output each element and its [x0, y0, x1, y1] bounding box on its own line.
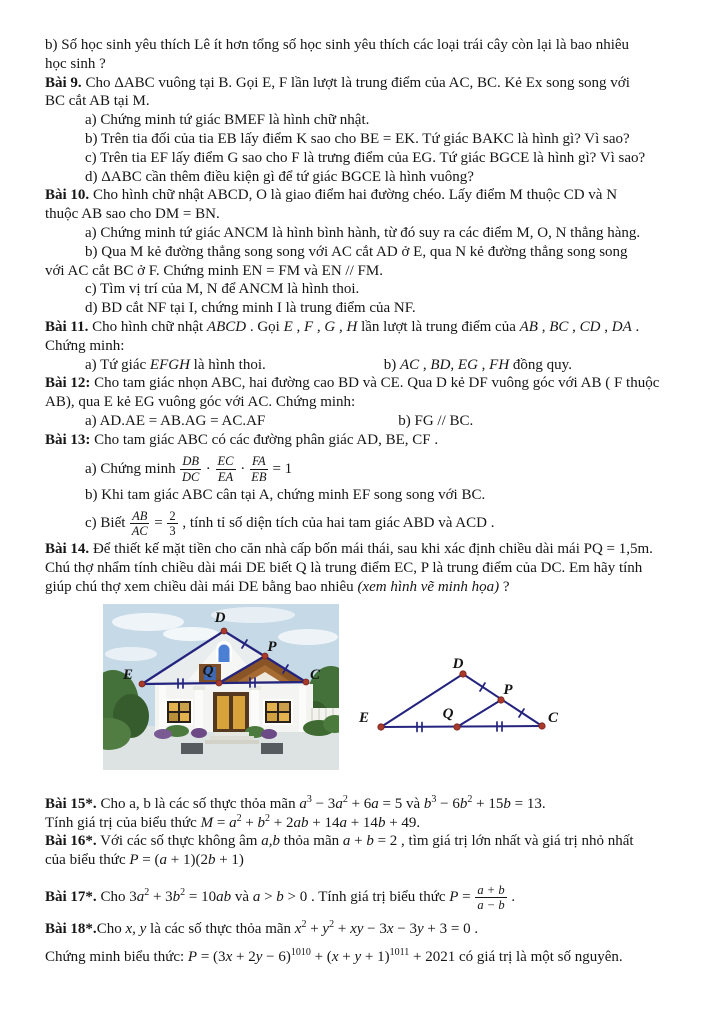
vertex-label-P: P [503, 681, 513, 698]
figure-row [45, 604, 684, 775]
arched-window [219, 644, 230, 662]
house-figure-wrap [103, 604, 339, 775]
text-line: Bài 15*. Cho a, b là các số thực thỏa mãn $a^3 - 3a^2 + 6a = 5$ và $b^3 - 6b^2 + 15b = 13$. [45, 793, 546, 812]
text-line: b) Trên tia đối của tia EB lấy điểm K sao cho BE = EK. Tứ giác BAKC là hình gì? Vì sao? [85, 130, 630, 147]
text-line: a) Chứng minh tứ giác ANCM là hình bình hành, từ đó suy ra các điểm M, O, N thẳng hàng. [85, 224, 641, 241]
window-right [263, 699, 293, 725]
vertex-dot-C [303, 679, 309, 685]
triangle-figure-wrap [351, 654, 571, 754]
vertex-label-C: C [309, 666, 321, 683]
text-line: giúp chú thợ xem chiều dài mái DE bằng bao nhiêu (xem hình vẽ minh họa) ? [45, 578, 510, 595]
vertex-label-P: P [267, 638, 277, 655]
vertex-label-D: D [452, 655, 464, 672]
triangle-diagram [351, 654, 571, 749]
text-line: d) BD cắt NF tại I, chứng minh I là trung điểm của NF. [85, 300, 416, 317]
document-text-bottom [45, 795, 684, 967]
text-line: b) Khi tam giác ABC cân tại A, chứng minh EF song song với BC. [85, 486, 486, 503]
edge-EC [381, 726, 542, 727]
text-line: a) Tứ giác EFGH là hình thoi. b) AC , BD, EG , FH đồng quy. [85, 356, 572, 373]
front-door [213, 692, 249, 732]
document-text-top [45, 36, 684, 597]
vertex-label-Q: Q [202, 662, 214, 679]
vertex-label-E: E [122, 666, 134, 683]
vertex-dot-Q [216, 680, 222, 686]
house-photo [103, 604, 339, 770]
text-line: c) Trên tia EF lấy điểm G sao cho F là trưng điểm của EG. Tứ giác BGCE là hình gì? Vì sao? [85, 149, 646, 166]
vertex-dot-C [539, 723, 545, 729]
text-line: c) Biết $\frac{AB}{AC}$ = $\frac{2}{3}$ , tính tỉ số diện tích của hai tam giác ABD và ACD . [85, 509, 495, 539]
text-line: Chứng minh: [45, 337, 125, 354]
text-line: Bài 12: Cho tam giác nhọn ABC, hai đường cao BD và CE. Qua D kẻ DF vuông góc với AB ( F thuộc [45, 375, 660, 392]
text-line: của biểu thức P = (a + 1)(2b + 1) [45, 852, 244, 869]
text-line: Bài 10. Cho hình chữ nhật ABCD, O là giao điểm hai đường chéo. Lấy điểm M thuộc CD và N [45, 187, 618, 204]
window-left [165, 699, 193, 725]
text-line: d) ΔABC cần thêm điều kiện gì để tứ giác BGCE là hình vuông? [85, 168, 474, 185]
text-line: Bài 16*. Với các số thực không âm a,b thỏa mãn a + b = 2 , tìm giá trị lớn nhất và giá trị nhỏ nhất [45, 833, 634, 850]
text-line: Bài 13: Cho tam giác ABC có các đường phân giác AD, BE, CF . [45, 431, 439, 448]
text-line: học sinh ? [45, 55, 106, 72]
text-line: Bài 11. Cho hình chữ nhật ABCD . Gọi E , F , G , H lần lượt là trung điểm của AB , BC , CD , DA . [45, 318, 640, 335]
vertex-label-D: D [214, 609, 226, 626]
text-line: a) Chứng minh $\frac{DB}{DC}$ · $\frac{EC}{EA}$ · $\frac{FA}{EB}$ = 1 [85, 454, 293, 484]
vertex-label-E: E [358, 709, 370, 726]
text-line: thuộc AB sao cho DM = BN. [45, 206, 220, 223]
text-line: a) Chứng minh tứ giác BMEF là hình chữ nhật. [85, 112, 370, 129]
text-line: AB), qua E kẻ EG vuông góc với AC. Chứng minh: [45, 394, 356, 411]
text-line: với AC cắt BC ở F. Chứng minh EN = FM và EN // FM. [45, 262, 383, 279]
text-line: Bài 17*. Cho $3a^2 + 3b^2 = 10ab$ và a > b > 0 . Tính giá trị biểu thức P = $\frac{a + b}{a - b}$ . [45, 882, 516, 912]
edge-QP [457, 700, 501, 727]
text-line: Bài 9. Cho ΔABC vuông tại B. Gọi E, F lần lượt là trung điểm của AC, BC. Kẻ Ex song song với [45, 74, 630, 91]
text-line: Tính giá trị của biểu thức $M = a^2 + b^2 + 2ab + 14a + 14b + 49$. [45, 812, 421, 831]
vertex-dot-E [139, 681, 145, 687]
text-line: b) Qua M kẻ đường thẳng song song với AC cắt AD ở E, qua N kẻ đường thẳng song song [85, 243, 628, 260]
text-line: Chú thợ nhẩm tính chiều dài mái DE biết Q là trung điểm EC, P là trung điểm của DC. Em hãy tính [45, 560, 643, 577]
text-line: BC cắt AB tại M. [45, 93, 150, 110]
vertex-label-C: C [547, 709, 559, 726]
vertex-label-Q: Q [442, 705, 454, 722]
text-line: a) AD.AE = AB.AG = AC.AF b) FG // BC. [85, 412, 474, 429]
text-line: Bài 14. Để thiết kế mặt tiền cho căn nhà cấp bốn mái thái, sau khi xác định chiều dài mái PQ = 1,5m. [45, 541, 653, 558]
text-line: c) Tìm vị trí của M, N để ANCM là hình thoi. [85, 281, 360, 298]
vertex-dot-E [378, 724, 384, 730]
vertex-dot-Q [454, 724, 460, 730]
text-line: Bài 18*.Cho x, y là các số thực thỏa mãn $x^2 + y^2$ + xy − 3x − 3y + 3 = 0 . [45, 918, 479, 937]
vertex-dot-D [221, 628, 227, 634]
text-line: b) Số học sinh yêu thích Lê ít hơn tổng số học sinh yêu thích các loại trái cây còn lại là bao nhiêu [45, 37, 630, 53]
text-line: Chứng minh biểu thức: $P = (3x + 2y - 6)^{1010} + (x + y + 1)^{1011} + 2021$ có giá trị là một số nguyên. [45, 946, 623, 965]
